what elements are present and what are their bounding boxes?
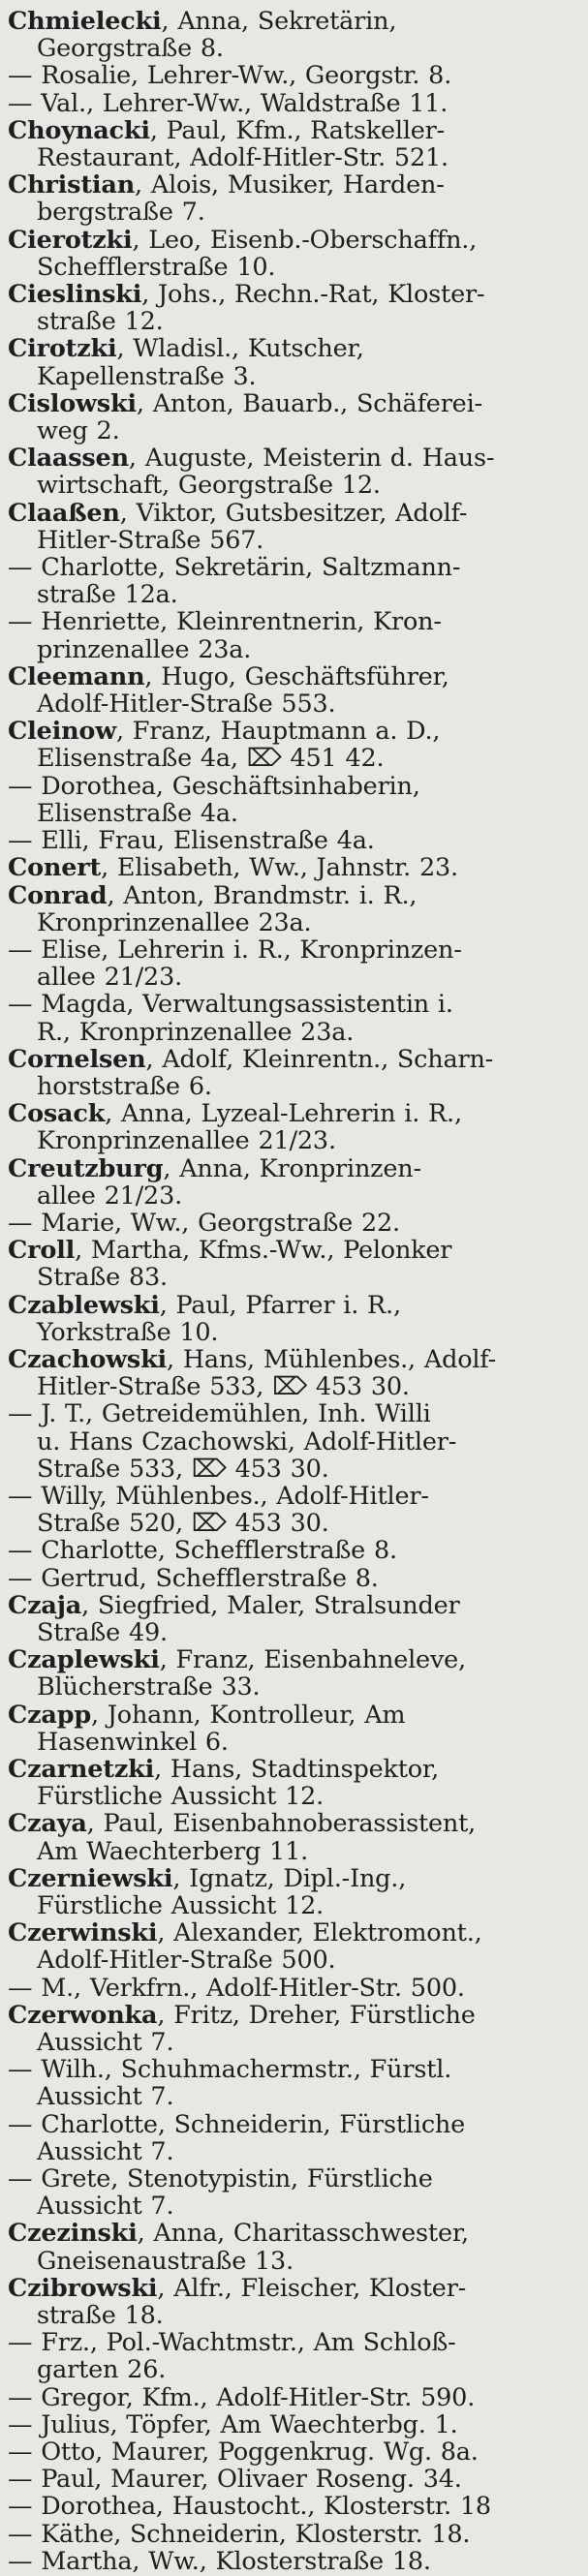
directory-entry (8, 854, 578, 881)
directory-entry (8, 1100, 578, 1154)
entry-line: — Dorothea, Geschäftsinhaberin, (8, 771, 420, 801)
entry-continuation-line: Georgstraße 8. (37, 34, 224, 64)
entry-line: — Grete, Stenotypistin, Fürstliche (8, 2164, 433, 2194)
entry-continuation-line: Restaurant, Adolf-Hitler-Str. 521. (37, 143, 449, 173)
entry-line: — Charlotte, Sekretärin, Saltzmann- (8, 553, 461, 583)
directory-entry (8, 1237, 578, 1291)
entry-continuation-line: Hitler-Straße 567. (37, 525, 264, 555)
directory-entry (8, 227, 578, 281)
directory-entry (8, 171, 578, 226)
entry-line: Cornelsen, Adolf, Kleinrentn., Scharn- (8, 1044, 494, 1074)
entry-line: Czablewski, Paul, Pfarrer i. R., (8, 1290, 401, 1320)
directory-entry (8, 2165, 578, 2220)
directory-entry (8, 2438, 578, 2466)
directory-entry (8, 1865, 578, 1919)
directory-entry (8, 62, 578, 89)
directory-entries (8, 8, 578, 2575)
directory-entry (8, 2002, 578, 2056)
entry-continuation-line: allee 21/23. (37, 963, 182, 993)
entry-continuation-line: Hasenwinkel 6. (37, 1727, 229, 1757)
directory-entry (8, 2329, 578, 2383)
directory-entry (8, 991, 578, 1045)
entry-line: — Henriette, Kleinrentnerin, Kron- (8, 607, 442, 637)
entry-line: Czaja, Siegfried, Maler, Stralsunder (8, 1590, 460, 1620)
surname: Croll (8, 1236, 76, 1266)
directory-entry (8, 1210, 578, 1237)
directory-entry (8, 2493, 578, 2520)
surname: Cleinow (8, 717, 116, 747)
entry-continuation-line: Kronprinzenallee 21/23. (37, 1126, 336, 1156)
surname: Czezinski (8, 2219, 138, 2249)
entry-line: — Gregor, Kfm., Adolf-Hitler-Str. 590. (8, 2382, 476, 2412)
surname: Cleemann (8, 661, 145, 691)
entry-line: Cislowski, Anton, Bauarb., Schäferei- (8, 388, 482, 418)
entry-continuation-line: Aussicht 7. (37, 2192, 174, 2222)
directory-entry (8, 117, 578, 171)
entry-continuation-line: bergstraße 7. (37, 198, 205, 228)
entry-continuation-line: weg 2. (37, 416, 120, 446)
entry-line: — Charlotte, Schneiderin, Fürstliche (8, 2109, 466, 2139)
entry-line: — Wilh., Schuhmachermstr., Fürstl. (8, 2055, 452, 2085)
entry-continuation-line: Straße 83. (37, 1263, 168, 1293)
entry-continuation-line: Fürstliche Aussicht 12. (37, 1782, 325, 1812)
entry-line: — J. T., Getreidemühlen, Inh. Willi (8, 1399, 431, 1429)
directory-entry (8, 2220, 578, 2274)
entry-continuation-line: Hitler-Straße 533, ⌦ 453 30. (37, 1372, 410, 1402)
directory-entry (8, 2548, 578, 2575)
entry-line: Conrad, Anton, Brandmstr. i. R., (8, 880, 418, 910)
entry-continuation-line: straße 12a. (37, 580, 178, 610)
entry-line: Czaya, Paul, Eisenbahnoberassistent, (8, 1809, 477, 1839)
directory-entry (8, 2275, 578, 2329)
surname: Czerwinski (8, 1918, 158, 1948)
entry-line: Cirotzki, Wladisl., Kutscher, (8, 334, 364, 364)
directory-entry (8, 1702, 578, 1756)
surname: Conert (8, 853, 102, 883)
entry-continuation-line: allee 21/23. (37, 1181, 182, 1211)
entry-line: — Marie, Ww., Georgstraße 22. (8, 1208, 400, 1238)
entry-continuation-line: straße 18. (37, 2301, 164, 2331)
entry-continuation-line: Aussicht 7. (37, 2136, 174, 2166)
entry-line: — Rosalie, Lehrer-Ww., Georgstr. 8. (8, 61, 452, 91)
directory-entry (8, 1565, 578, 1592)
entry-line: — Käthe, Schneiderin, Klosterstr. 18. (8, 2519, 471, 2549)
entry-continuation-line: Straße 533, ⌦ 453 30. (37, 1454, 329, 1484)
entry-line: Czerwonka, Fritz, Dreher, Fürstliche (8, 2000, 476, 2030)
directory-entry (8, 1975, 578, 2002)
entry-line: Cieslinski, Johs., Rechn.-Rat, Kloster- (8, 280, 485, 310)
surname: Czaja (8, 1590, 82, 1620)
entry-line: Cleemann, Hugo, Geschäftsführer, (8, 661, 449, 691)
directory-entry (8, 1646, 578, 1701)
surname: Chmielecki (8, 7, 162, 36)
directory-entry (8, 2411, 578, 2438)
surname: Czibrowski (8, 2273, 158, 2303)
entry-line: Claassen, Auguste, Meisterin d. Haus- (8, 444, 495, 474)
directory-entry (8, 663, 578, 718)
directory-entry (8, 2056, 578, 2110)
entry-continuation-line: Straße 49. (37, 1617, 168, 1647)
directory-entry (8, 882, 578, 936)
entry-continuation-line: Straße 520, ⌦ 453 30. (37, 1509, 329, 1539)
entry-line: Cosack, Anna, Lyzeal-Lehrerin i. R., (8, 1099, 462, 1129)
directory-entry (8, 1155, 578, 1210)
directory-entry (8, 2466, 578, 2493)
directory-entry (8, 1400, 578, 1483)
entry-line: Croll, Martha, Kfms.-Ww., Pelonker (8, 1236, 452, 1266)
entry-continuation-line: Schefflerstraße 10. (37, 252, 276, 282)
surname: Czaya (8, 1809, 87, 1839)
directory-entry (8, 1919, 578, 1974)
entry-line: Choynacki, Paul, Kfm., Ratskeller- (8, 115, 446, 145)
directory-entry (8, 554, 578, 608)
directory-entry (8, 1756, 578, 1810)
entry-continuation-line: garten 26. (37, 2355, 167, 2385)
entry-line: Chmielecki, Anna, Sekretärin, (8, 7, 397, 36)
entry-line: Czerniewski, Ignatz, Dipl.-Ing., (8, 1863, 407, 1893)
surname: Czablewski (8, 1290, 160, 1320)
entry-continuation-line: wirtschaft, Georgstraße 12. (37, 471, 381, 501)
entry-line: Czaplewski, Franz, Eisenbahneleve, (8, 1645, 466, 1675)
entry-line: Czarnetzki, Hans, Stadtinspektor, (8, 1755, 440, 1784)
surname: Conrad (8, 880, 108, 910)
surname: Czerniewski (8, 1863, 173, 1893)
entry-line: Cleinow, Franz, Hauptmann a. D., (8, 717, 441, 747)
directory-entry (8, 827, 578, 854)
directory-entry (8, 936, 578, 991)
entry-line: — Frz., Pol.-Wachtmstr., Am Schloß- (8, 2328, 456, 2358)
entry-continuation-line: Kronprinzenallee 23a. (37, 907, 312, 937)
entry-continuation-line: Aussicht 7. (37, 2082, 174, 2112)
entry-continuation-line: Elisenstraße 4a, ⌦ 451 42. (37, 744, 385, 774)
entry-line: Claaßen, Viktor, Gutsbesitzer, Adolf- (8, 498, 468, 528)
surname: Cornelsen (8, 1044, 146, 1074)
entry-line: Czezinski, Anna, Charitasschwester, (8, 2219, 469, 2249)
directory-entry (8, 500, 578, 554)
entry-line: — Val., Lehrer-Ww., Waldstraße 11. (8, 88, 449, 118)
entry-line: — Magda, Verwaltungsassistentin i. (8, 990, 453, 1020)
directory-entry (8, 718, 578, 772)
entry-line: Conert, Elisabeth, Ww., Jahnstr. 23. (8, 853, 458, 883)
surname: Czapp (8, 1700, 91, 1730)
entry-continuation-line: Aussicht 7. (37, 2028, 174, 2058)
surname: Choynacki (8, 115, 150, 145)
directory-entry (8, 335, 578, 389)
entry-line: — Elise, Lehrerin i. R., Kronprinzen- (8, 935, 462, 965)
surname: Czachowski (8, 1344, 168, 1374)
directory-entry (8, 773, 578, 827)
entry-line: — Paul, Maurer, Olivaer Roseng. 34. (8, 2465, 462, 2495)
entry-line: Czibrowski, Alfr., Fleischer, Kloster- (8, 2273, 467, 2303)
surname: Cislowski (8, 388, 137, 418)
directory-entry (8, 1483, 578, 1537)
entry-line: Czerwinski, Alexander, Elektromont., (8, 1918, 482, 1948)
entry-continuation-line: Elisenstraße 4a. (37, 798, 238, 828)
entry-line: Creutzburg, Anna, Kronprinzen- (8, 1153, 421, 1183)
entry-line: Christian, Alois, Musiker, Harden- (8, 170, 445, 200)
surname: Cirotzki (8, 334, 117, 364)
directory-entry (8, 390, 578, 445)
entry-line: — Gertrud, Schefflerstraße 8. (8, 1563, 379, 1593)
entry-line: — Dorothea, Haustocht., Klosterstr. 18 (8, 2492, 491, 2522)
entry-continuation-line: Blücherstraße 33. (37, 1672, 261, 1702)
directory-entry (8, 1046, 578, 1100)
entry-continuation-line: prinzenallee 23a. (37, 634, 252, 664)
entry-continuation-line: Adolf-Hitler-Straße 500. (37, 1946, 336, 1976)
entry-continuation-line: straße 12. (37, 307, 164, 337)
entry-continuation-line: Am Waechterberg 11. (37, 1836, 309, 1866)
surname: Claaßen (8, 498, 120, 528)
surname: Czaplewski (8, 1645, 160, 1675)
entry-continuation-line: Fürstliche Aussicht 12. (37, 1891, 325, 1921)
directory-entry (8, 445, 578, 499)
directory-entry (8, 281, 578, 335)
surname: Cieslinski (8, 280, 142, 310)
directory-entry (8, 1592, 578, 1646)
surname: Cosack (8, 1099, 106, 1129)
entry-continuation-line: horststraße 6. (37, 1071, 212, 1101)
entry-continuation-line: u. Hans Czachowski, Adolf-Hitler- (37, 1426, 457, 1457)
surname: Claassen (8, 444, 129, 474)
entry-line: — Elli, Frau, Elisenstraße 4a. (8, 826, 375, 856)
entry-line: — Charlotte, Schefflerstraße 8. (8, 1536, 397, 1566)
directory-entry (8, 1292, 578, 1346)
entry-line: — Julius, Töpfer, Am Waechterbg. 1. (8, 2409, 458, 2439)
entry-continuation-line: Kapellenstraße 3. (37, 361, 257, 391)
entry-continuation-line: Gneisenaustraße 13. (37, 2246, 294, 2276)
directory-entry (8, 1810, 578, 1864)
surname: Czerwonka (8, 2000, 158, 2030)
entry-line: — M., Verkfrn., Adolf-Hitler-Str. 500. (8, 1973, 465, 2003)
directory-entry (8, 2384, 578, 2411)
entry-line: — Martha, Ww., Klosterstraße 18. (8, 2546, 431, 2576)
directory-entry (8, 8, 578, 62)
directory-entry (8, 2111, 578, 2165)
surname: Creutzburg (8, 1153, 164, 1183)
entry-line: Cierotzki, Leo, Eisenb.-Oberschaffn., (8, 225, 478, 255)
directory-entry (8, 608, 578, 662)
surname: Cierotzki (8, 225, 133, 255)
entry-continuation-line: Adolf-Hitler-Straße 553. (37, 690, 336, 720)
surname: Czarnetzki (8, 1755, 155, 1784)
directory-entry (8, 1537, 578, 1564)
surname: Christian (8, 170, 136, 200)
directory-entry (8, 1346, 578, 1400)
entry-line: Czachowski, Hans, Mühlenbes., Adolf- (8, 1344, 497, 1374)
directory-entry (8, 90, 578, 117)
entry-line: — Otto, Maurer, Poggenkrug. Wg. 8a. (8, 2438, 479, 2468)
entry-line: — Willy, Mühlenbes., Adolf-Hitler- (8, 1481, 429, 1511)
entry-continuation-line: Yorkstraße 10. (37, 1317, 219, 1347)
entry-line: Czapp, Johann, Kontrolleur, Am (8, 1700, 406, 1730)
entry-continuation-line: R., Kronprinzenallee 23a. (37, 1017, 355, 1047)
